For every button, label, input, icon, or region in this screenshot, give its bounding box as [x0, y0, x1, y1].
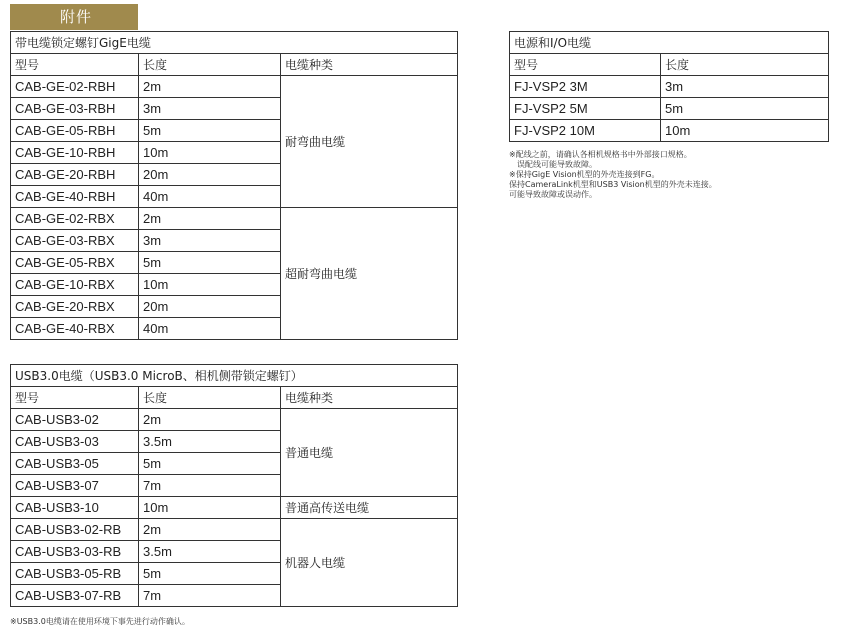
gige-table-caption: 带电缆锁定螺钉GigE电缆 [11, 32, 458, 54]
model-cell: CAB-USB3-03-RB [11, 541, 139, 563]
length-cell: 40m [139, 318, 281, 340]
model-cell: FJ-VSP2 3M [510, 76, 661, 98]
power-note-line: ※保持GigE Vision机型的外壳连接到FG。 [509, 170, 660, 179]
model-cell: CAB-USB3-05-RB [11, 563, 139, 585]
table-row [11, 409, 458, 431]
length-cell: 3m [139, 98, 281, 120]
length-cell: 2m [139, 76, 281, 98]
length-cell: 10m [661, 120, 829, 142]
gige-table-body [11, 76, 458, 340]
cable-type-cell: 普通高传送电缆 [281, 497, 458, 519]
model-cell: CAB-USB3-07 [11, 475, 139, 497]
length-cell: 20m [139, 296, 281, 318]
model-cell: CAB-GE-40-RBX [11, 318, 139, 340]
table-row [11, 497, 458, 519]
power-note-line: ※配线之前，请确认各相机规格书中外部接口规格。 [509, 150, 692, 159]
cable-type-cell: 耐弯曲电缆 [281, 76, 458, 208]
length-cell: 3m [139, 230, 281, 252]
length-cell: 10m [139, 142, 281, 164]
model-cell: CAB-USB3-05 [11, 453, 139, 475]
model-cell: CAB-GE-05-RBX [11, 252, 139, 274]
table-row [510, 76, 829, 98]
usb-table-body [11, 409, 458, 607]
model-cell: FJ-VSP2 10M [510, 120, 661, 142]
model-cell: CAB-GE-02-RBH [11, 76, 139, 98]
model-cell: CAB-USB3-07-RB [11, 585, 139, 607]
usb-note: ※USB3.0电缆请在使用环境下事先进行动作确认。 [10, 617, 190, 626]
length-cell: 7m [139, 585, 281, 607]
power-note-line: 误配线可能导致故障。 [517, 160, 597, 169]
length-cell: 2m [139, 208, 281, 230]
length-cell: 10m [139, 274, 281, 296]
length-cell: 20m [139, 164, 281, 186]
power-notes [509, 150, 717, 200]
length-cell: 5m [139, 120, 281, 142]
table-row [510, 120, 829, 142]
length-cell: 3.5m [139, 541, 281, 563]
model-cell: CAB-USB3-02 [11, 409, 139, 431]
usb-header-length: 长度 [139, 387, 281, 409]
model-cell: CAB-GE-03-RBX [11, 230, 139, 252]
cable-type-cell: 机器人电缆 [281, 519, 458, 607]
table-row [11, 208, 458, 230]
gige-header-type: 电缆种类 [281, 54, 458, 76]
length-cell: 3m [661, 76, 829, 98]
usb-header-type: 电缆种类 [281, 387, 458, 409]
power-header-model: 型号 [510, 54, 661, 76]
gige-header-model: 型号 [11, 54, 139, 76]
length-cell: 5m [661, 98, 829, 120]
table-row [11, 519, 458, 541]
model-cell: CAB-USB3-03 [11, 431, 139, 453]
usb-header-model: 型号 [11, 387, 139, 409]
model-cell: CAB-GE-20-RBH [11, 164, 139, 186]
model-cell: FJ-VSP2 5M [510, 98, 661, 120]
length-cell: 5m [139, 252, 281, 274]
usb-cable-table [10, 364, 458, 607]
model-cell: CAB-GE-40-RBH [11, 186, 139, 208]
usb-table-caption: USB3.0电缆（USB3.0 MicroB、相机侧带锁定螺钉） [11, 365, 458, 387]
length-cell: 3.5m [139, 431, 281, 453]
model-cell: CAB-GE-10-RBX [11, 274, 139, 296]
model-cell: CAB-GE-20-RBX [11, 296, 139, 318]
gige-cable-table [10, 31, 458, 340]
table-row [510, 98, 829, 120]
model-cell: CAB-GE-10-RBH [11, 142, 139, 164]
model-cell: CAB-GE-03-RBH [11, 98, 139, 120]
model-cell: CAB-USB3-10 [11, 497, 139, 519]
power-table-caption: 电源和I/O电缆 [510, 32, 829, 54]
power-header-length: 长度 [661, 54, 829, 76]
cable-type-cell: 普通电缆 [281, 409, 458, 497]
length-cell: 7m [139, 475, 281, 497]
length-cell: 5m [139, 563, 281, 585]
model-cell: CAB-USB3-02-RB [11, 519, 139, 541]
power-note-line: 可能导致故障或误动作。 [509, 190, 597, 199]
table-row [11, 76, 458, 98]
length-cell: 2m [139, 519, 281, 541]
gige-header-length: 长度 [139, 54, 281, 76]
length-cell: 2m [139, 409, 281, 431]
model-cell: CAB-GE-02-RBX [11, 208, 139, 230]
power-io-cable-table [509, 31, 829, 142]
model-cell: CAB-GE-05-RBH [11, 120, 139, 142]
length-cell: 10m [139, 497, 281, 519]
power-table-body [510, 76, 829, 142]
length-cell: 5m [139, 453, 281, 475]
cable-type-cell: 超耐弯曲电缆 [281, 208, 458, 340]
accessories-tab: 附件 [10, 4, 138, 30]
length-cell: 40m [139, 186, 281, 208]
power-note-line: 保持CameraLink机型和USB3 Vision机型的外壳未连接。 [509, 180, 717, 189]
